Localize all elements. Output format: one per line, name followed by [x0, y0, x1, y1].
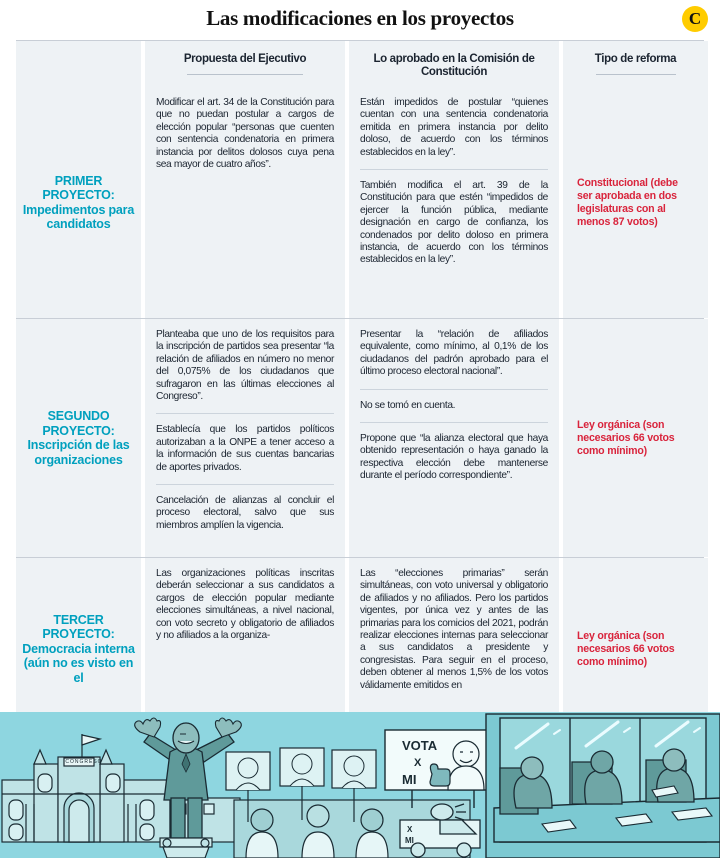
reform-type-text: Ley orgánica (son necesarios 66 votos como mínimo) [577, 629, 675, 668]
paragraph: Cancelación de alianzas al concluir el proceso electoral, salvo que sus miembros amplíen la vigencia. [156, 484, 334, 532]
comparison-table [16, 40, 704, 741]
paragraph: Están impedidos de postular “quienes cuentan con una sentencia condenatoria emitida en primera instancia por delito doloso, de acuerdo con los términos establecidos en la ley”. [360, 97, 548, 158]
paragraph: Modificar el art. 34 de la Constitución para que no puedan postular a cargos de elección popular “personas que cuenten con sentencia condenatoria en primera instancia por delitos dolosos cuya pena sea mayor de cuatro años”. [156, 97, 334, 171]
paragraph: Las “elecciones primarias” serán simultáneas, con voto universal y obligatorio de afiliados y no afiliados. Pero los partidos vigentes, por única vez y antes de las primarias para los comicios del 2021, podrán realizar elecciones internas para seleccionar a sus candidatos a presidente y congresistas. Para seguir en el proceso, deben obtener al menos 1,5% de los votos válidamente emitidos en [360, 568, 548, 691]
paragraph: No se tomó en cuenta. [360, 389, 548, 412]
row-executive-cell [145, 319, 345, 557]
row-label-lead: SEGUNDO PROYECTO: [42, 409, 115, 438]
table-row [16, 319, 704, 558]
meeting-room [486, 714, 720, 858]
row-label-cell [16, 87, 141, 318]
row-label-lead: TERCER PROYECTO: [42, 612, 115, 642]
billboard-line-3: MI [402, 772, 417, 787]
table-header-row [16, 41, 704, 87]
paragraph: Propone que “la alianza electoral que haya obtenido representación o haya ganado la respectiva elección debe mantenerse durante el período correspondiente”. [360, 422, 548, 483]
row-label-sub: Democracia interna (aún no es visto en el [22, 641, 135, 685]
building-sign-text: CONGRESO [65, 759, 103, 765]
header-label-executive: Propuesta del Ejecutivo [183, 53, 307, 65]
header-rule [596, 74, 676, 75]
header-label-type: Tipo de reforma [594, 53, 677, 65]
van-line-2: MI [405, 836, 414, 845]
header [0, 0, 720, 40]
paragraph: También modifica el art. 39 de la Constitución para que estén “impedidos de ejercer la función pública, mediante designación en cargo de confianza, los condenados por delito doloso en primera instancia, de acuerdo con los términos establecidos en la ley”. [360, 169, 548, 267]
paragraph: Establecía que los partidos políticos autorizaban a la ONPE a tener acceso a la información de sus cuentas bancarias de aportes privados. [156, 413, 334, 474]
table-row [16, 87, 704, 319]
header-cell-executive [145, 41, 345, 87]
paragraph: Las organizaciones políticas inscritas deberán seleccionar a sus candidatos a cargos de elección popular mediante elecciones simultáneas, a nivel nacional, con voto secreto y obligatorio de afiliados y no afiliados a la organiza- [156, 568, 334, 642]
row-type-cell [563, 87, 708, 318]
row-commission-cell [349, 87, 559, 318]
logo-letter: C [688, 9, 702, 28]
billboard-line-2: X [414, 757, 422, 769]
row-executive-cell [145, 87, 345, 318]
page-title: Las modificaciones en los proyectos [206, 6, 514, 30]
header-label-commission: Lo aprobado en la Comisión de Constitución [373, 53, 535, 78]
comercio-logo [682, 6, 708, 32]
header-cell-commission [349, 41, 559, 87]
row-type-cell [563, 319, 708, 557]
row-label-sub: Impedimentos para candidatos [22, 202, 135, 231]
illustration-artwork [0, 712, 720, 858]
row-label-cell [16, 319, 141, 557]
reform-type-text: Ley orgánica (son necesarios 66 votos como mínimo) [577, 418, 675, 457]
illustration [0, 712, 720, 858]
paragraph: Presentar la “relación de afiliados equivalente, como mínimo, al 0,1% de los ciudadanos del padrón aprobado para el último proceso electoral nacional”. [360, 329, 548, 378]
header-cell-type [563, 41, 708, 87]
row-commission-cell [349, 319, 559, 557]
header-cell-label [16, 41, 141, 87]
billboard-line-1: VOTA [402, 738, 438, 753]
van-line-1: X [407, 825, 413, 834]
header-rule [187, 74, 302, 75]
reform-type-text: Constitucional (debe ser aprobada en dos legislaturas con al menos 87 votos) [577, 176, 678, 228]
row-label-sub: Inscripción de las organizaciones [27, 438, 130, 467]
row-label-lead: PRIMER PROYECTO: [42, 173, 115, 202]
paragraph: Planteaba que uno de los requisitos para la inscripción de partidos sea presentar “la relación de afiliados en número no menor del 0,075% de los ciudadanos que sufragaron en las últimas elecciones al Congreso”. [156, 329, 334, 403]
